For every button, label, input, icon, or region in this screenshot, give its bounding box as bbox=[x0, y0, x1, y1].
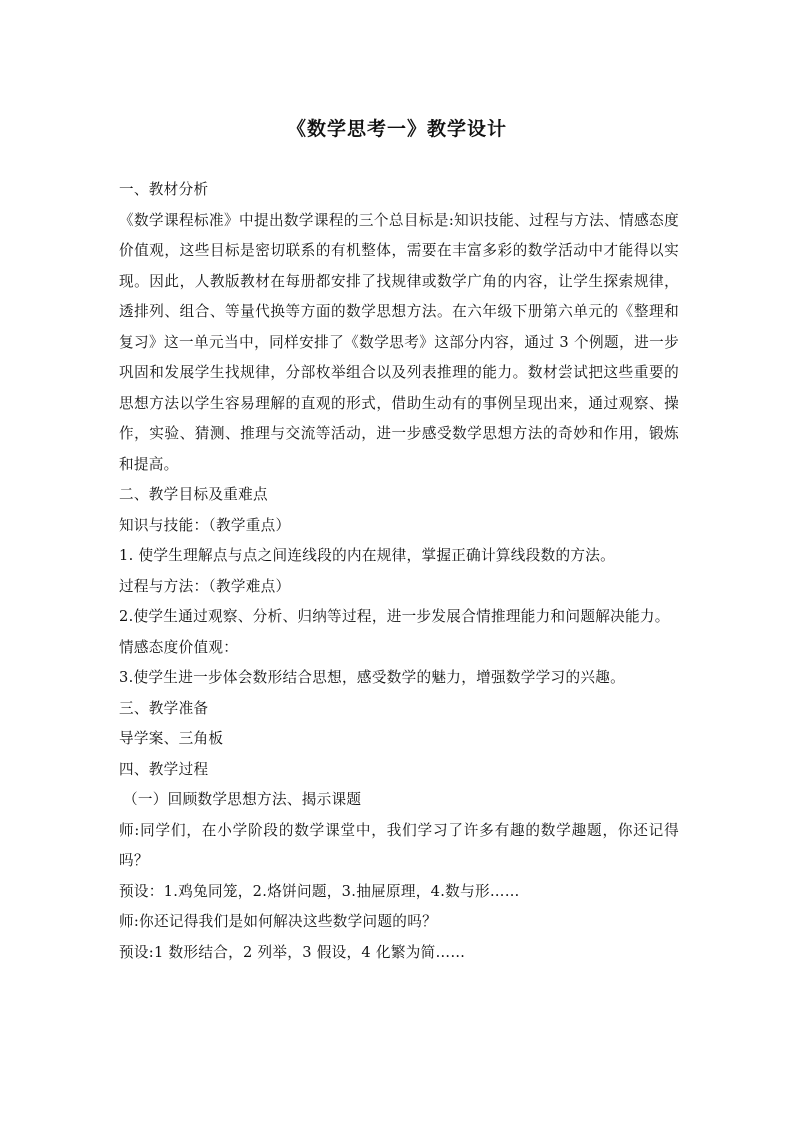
body-paragraph: 预设：1.鸡兔同笼，2.烙饼问题，3.抽屉原理，4.数与形…… bbox=[119, 882, 520, 900]
body-paragraph: 导学案、三角板 bbox=[119, 730, 224, 747]
subheading: 过程与方法：（教学难点） bbox=[119, 577, 291, 595]
section-heading: 三、教学准备 bbox=[119, 699, 209, 717]
body-paragraph: 3.使学生进一步体会数形结合思想，感受数学的魅力，增强数学学习的兴趣。 bbox=[119, 669, 626, 686]
body-paragraph: 《数学课程标准》中提出数学课程的三个总目标是:知识技能、过程与方法、情感态度价值观，这些目标是密切联系的有机整体，需要在丰富多彩的数学活动中才能得以实现。因此，人教版教材在每册都安排了找规律或数学广角的内容，让学生探索规律，透排列、组合、等量代换等方面的数学思想方法。在六年级下册第六单元的《整理和复习》这一单元当中，同样安排了《数学思考》这部分内容，通过 3 个例题，进一步巩固和发展学生找规律，分部枚举组合以及列表推理的能力。数材尝试把这些重要的思想方法以学生容易理解的直观的形式，借助生动有的事例呈现出来，通过观察、操作，实验、猜测、推理与交流等活动，进一步感受数学思想方法的奇妙和作用，锻炼和提高。 bbox=[119, 211, 680, 473]
subheading: （一）回顾数学思想方法、揭示课题 bbox=[123, 791, 362, 808]
body-paragraph: 师:同学们，在小学阶段的数学课堂中，我们学习了许多有趣的数学趣题，你还记得吗？ bbox=[119, 821, 679, 869]
document-title: 《数学思考一》教学设计 bbox=[286, 118, 507, 140]
body-paragraph: 师:你还记得我们是如何解决这些数学问题的吗？ bbox=[119, 913, 437, 930]
body-paragraph: 2.使学生通过观察、分析、归纳等过程，进一步发展合情推理能力和问题解决能力。 bbox=[119, 608, 670, 625]
section-heading: 四、教学过程 bbox=[119, 760, 209, 778]
body-paragraph: 预设:1 数形结合，2 列举，3 假设，4 化繁为简…… bbox=[119, 943, 466, 961]
subheading: 知识与技能：（教学重点） bbox=[119, 516, 291, 534]
document-body bbox=[119, 175, 679, 968]
section-heading: 一、教材分析 bbox=[119, 181, 209, 198]
subheading: 情感态度价值观： bbox=[119, 638, 239, 656]
section-heading: 二、教学目标及重难点 bbox=[119, 486, 268, 503]
body-paragraph: 1. 使学生理解点与点之间连线段的内在规律，掌握正确计算线段数的方法。 bbox=[119, 547, 616, 564]
